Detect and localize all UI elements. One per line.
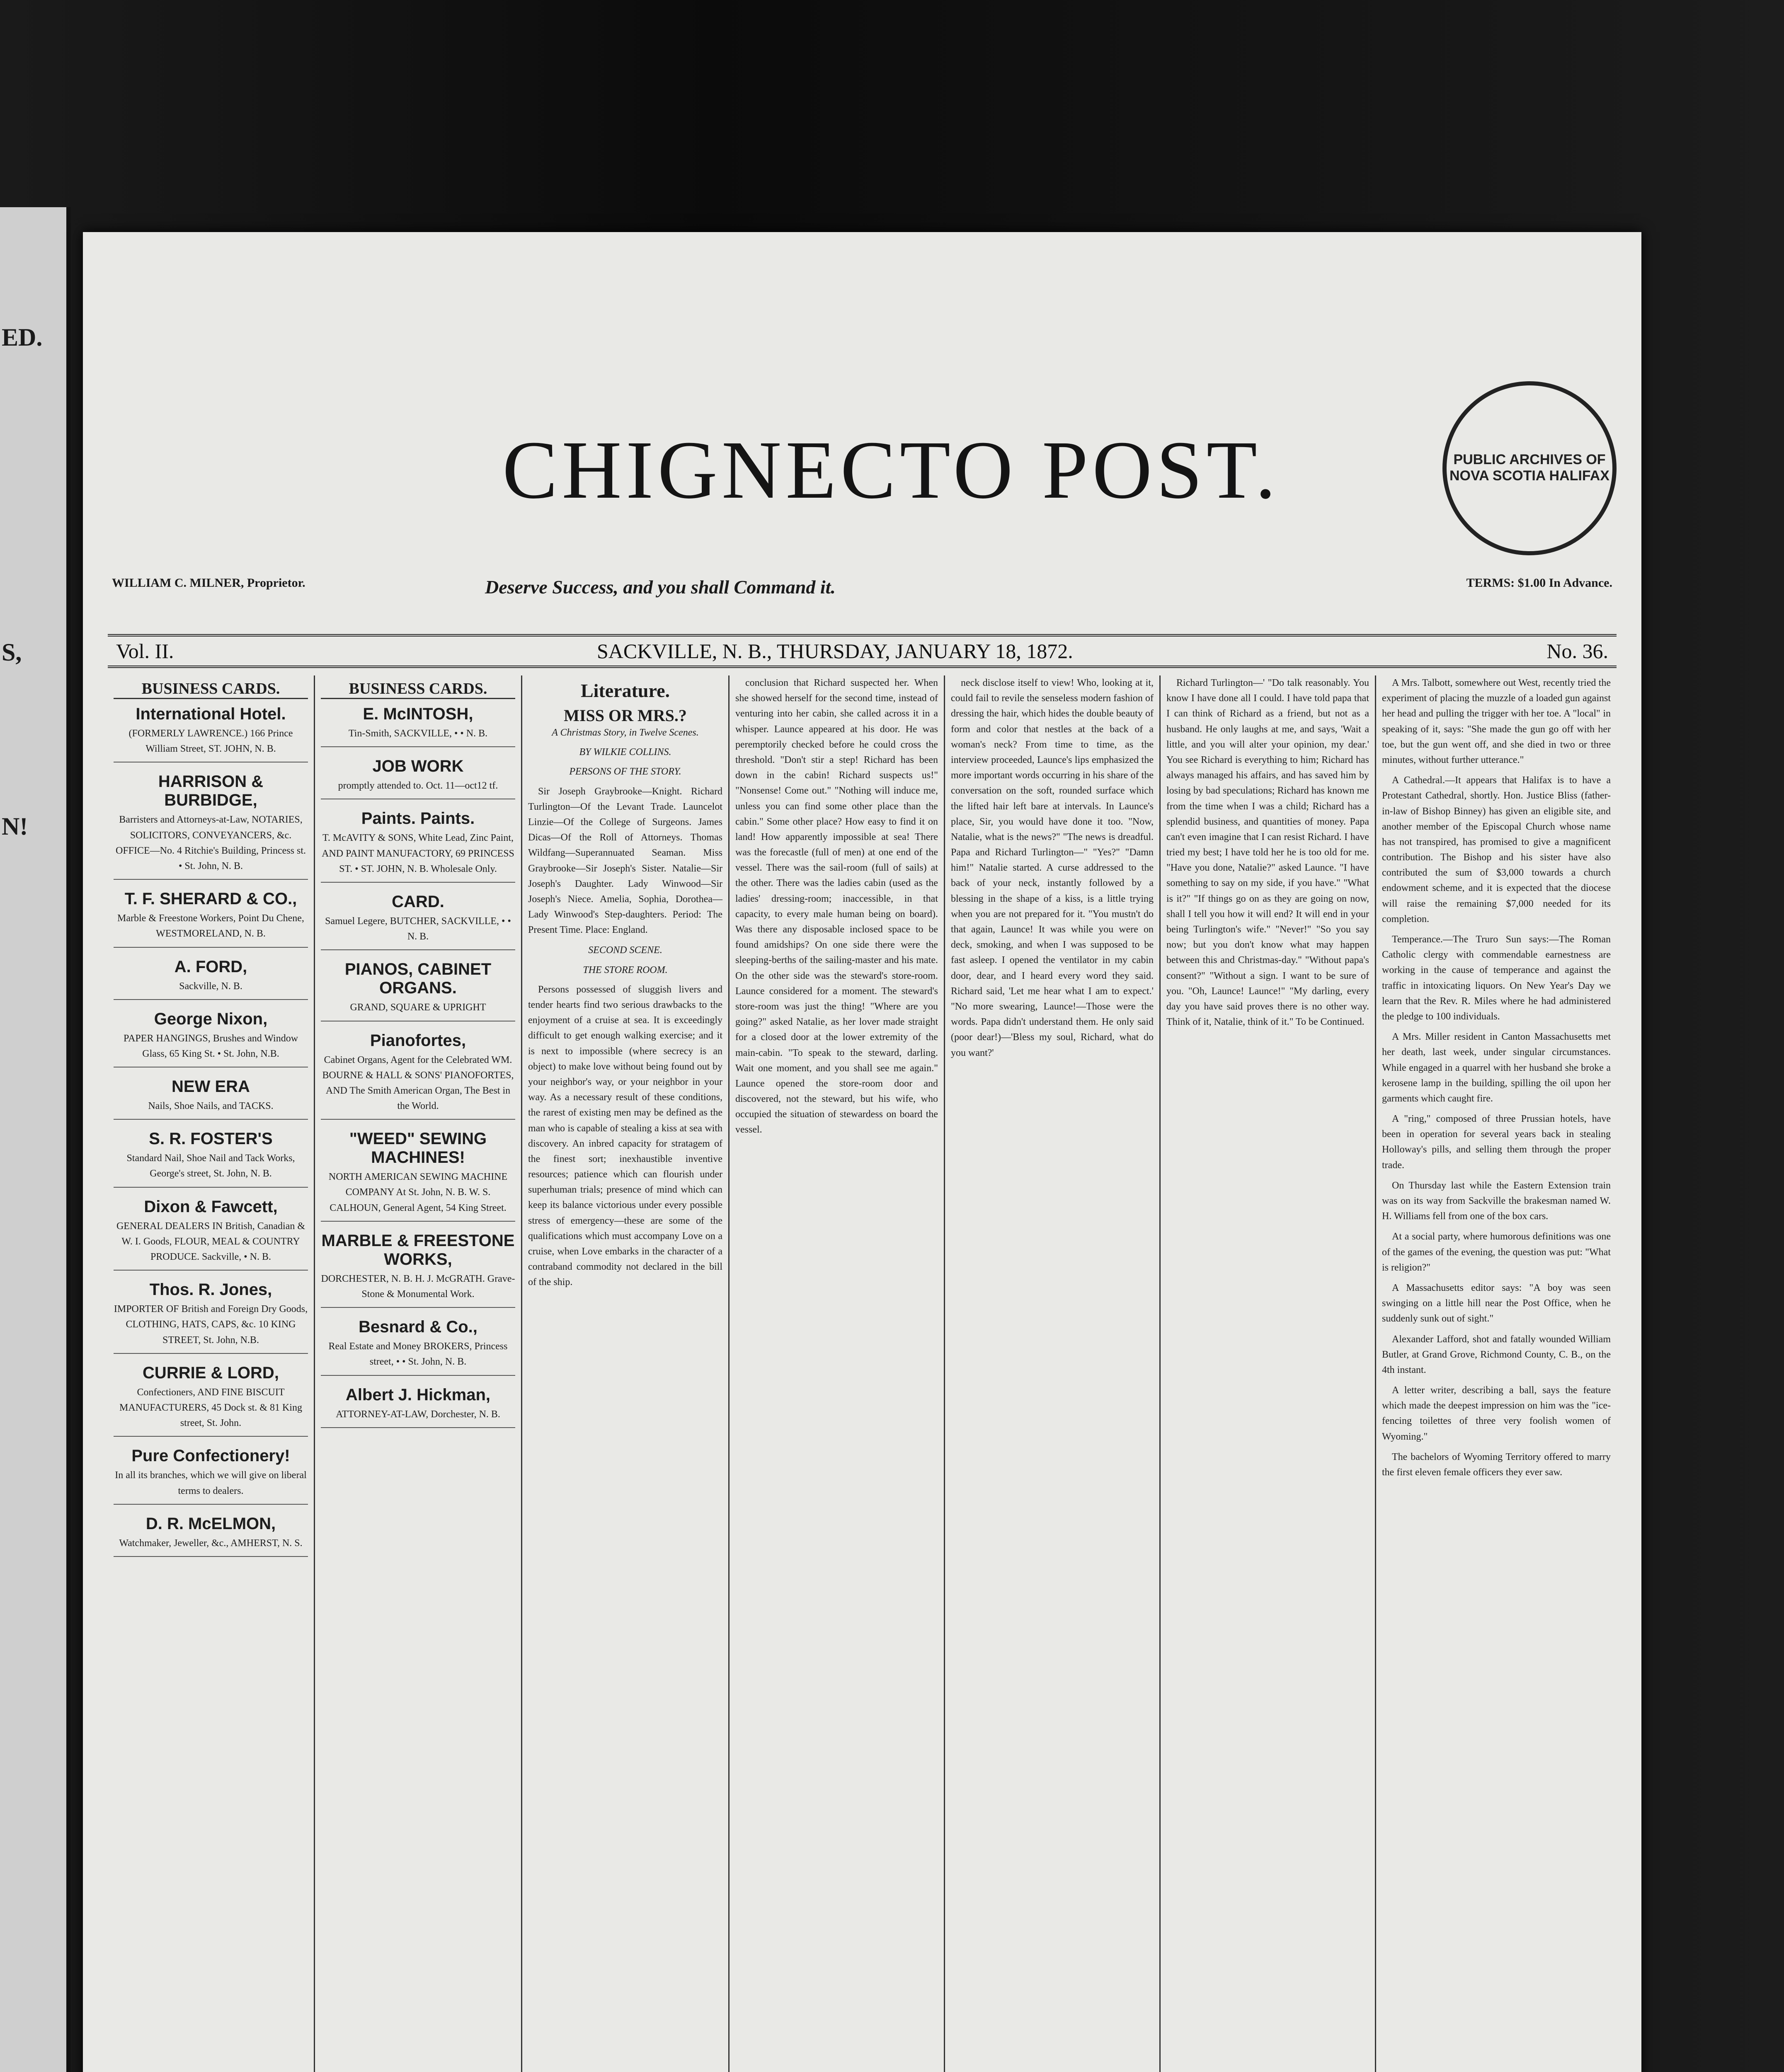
story-text: Persons possessed of sluggish livers and tender hearts find two serious drawbacks to the enjoyment of a cruise at sea. It is exceedingly difficult to get enough walking exercise; and it is next to impossible (where secrecy is an object) to make love without being found out by your neighbor's way, or your neighbor in your way. As a necessary result of these conditions, the rarest of existing men may be defined as the man who is capable of stealing a kiss at sea with discovery. An inbred capacity for stratagem of the finest sort; inexhaustible inventive resources; patience which can flourish under superhuman trials; presence of mind which can keep its balance victorious under every possible stress of emergency—these are some of the qualifications which must accompany Love on a cruise, when Love embarks in the character of a contraband commodity not declared in the bill of the ship. — [528, 984, 722, 1288]
ad-name: George Nixon, — [154, 1009, 268, 1028]
ad-body: PAPER HANGINGS, Brushes and Window Glass, 65 King St. • St. John, N.B. — [123, 1033, 298, 1059]
publisher: WILLIAM C. MILNER, Proprietor. — [112, 576, 305, 590]
ad-name: Dixon & Fawcett, — [144, 1197, 278, 1216]
ad-name: Pianofortes, — [370, 1031, 466, 1050]
advertisement — [114, 890, 308, 947]
advertisement — [321, 1130, 515, 1222]
story-text: Richard Turlington—' "Do talk reasonably. You know I have done all I could. I have told papa that I can think of Richard as a friend, but not as a husband. He only laughs at me, and says, 'Wait a little, and you will alter your opinion, my dear.' You see Richard is everything to him; Richard has always managed his affairs, and has saved him by losing by bad speculations; Richard has known me from the time when I was a child; Richard has a splendid business, and quantities of money. Papa can't even imagine that I can resist Richard. I have tried my best; I have told her he is too old for me. "Have you done, Natalie?" asked Launce. "I have something to say on my side, if you have." "What is it?" "If things go on as they are going on now, shall I tell you how it will end? It will end in your being Turlington's wife." "Never!" "So you say now; but you don't know what may happen between this and Christmas-day." "Without papa's consent?" "Without a sign. I want to be sure of you. "Oh, Launce! Launce!" "My darling, every day you have said proves there is no other way. Think of it, Natalie, think of it." To be Continued. — [1166, 678, 1369, 1028]
ad-name: S. R. FOSTER'S — [149, 1130, 273, 1148]
issue-line — [108, 634, 1617, 668]
ad-body: (FORMERLY LAWRENCE.) 166 Prince William Street, ST. JOHN, N. B. — [128, 728, 293, 755]
column-story-continued-2 — [945, 675, 1161, 2072]
ad-body: IMPORTER OF British and Foreign Dry Goods, CLOTHING, HATS, CAPS, &c. 10 KING STREET, St. John, N.B. — [114, 1304, 308, 1346]
story-subtitle: A Christmas Story, in Twelve Scenes. — [552, 727, 699, 738]
column-business-cards-2 — [315, 675, 522, 2072]
column-literature — [522, 675, 730, 2072]
ad-name: D. R. McELMON, — [145, 1514, 276, 1533]
news-item: At a social party, where humorous definitions was one of the games of the evening, the question was put: "What is religion?" — [1382, 1231, 1611, 1273]
subscription-terms: TERMS: $1.00 In Advance. — [1466, 576, 1612, 590]
advertisement — [114, 1077, 308, 1120]
advertisement — [321, 757, 515, 799]
ad-name: CARD. — [392, 892, 444, 911]
ad-body: promptly attended to. Oct. 11—oct12 tf. — [338, 780, 498, 792]
news-item: A Cathedral.—It appears that Halifax is to have a Protestant Cathedral, shortly. Hon. Justice Bliss (father-in-law of Bishop Binney) has given an eligible site, and another member of the Episcopal Church whose name has not transpired, has promised to give a magnificent contribution. The Bishop and his sister have also contributed the sum of $3,000 towards a church endowment scheme, and it is expected that the diocese will raise the remaining $7,000 needed for its completion. — [1382, 775, 1611, 925]
ad-name: CURRIE & LORD, — [143, 1363, 279, 1382]
masthead-title: CHIGNECTO POST. — [502, 424, 1280, 516]
ad-body: Samuel Legere, BUTCHER, SACKVILLE, • • N. B. — [325, 915, 511, 942]
ad-body: ATTORNEY-AT-LAW, Dorchester, N. B. — [336, 1409, 500, 1420]
advertisement — [114, 705, 308, 762]
ad-body: In all its branches, which we will give on liberal terms to dealers. — [115, 1470, 307, 1496]
advertisement — [114, 1280, 308, 1354]
advertisement — [321, 960, 515, 1021]
news-item: A Mrs. Talbott, somewhere out West, recently tried the experiment of placing the muzzle of a loaded gun against her head and pulling the trigger with her toe. A "local" in speaking of it, says: "She made the gun go off with her toe, but the gun went off, and she died in two or three minutes, without further utterance." — [1382, 678, 1611, 765]
ad-body: Confectioners, AND FINE BISCUIT MANUFACTURERS, 45 Dock st. & 81 King street, St. John. — [119, 1387, 302, 1429]
ad-name: Paints. Paints. — [361, 809, 475, 828]
advertisement — [114, 1447, 308, 1504]
ad-body: Nails, Shoe Nails, and TACKS. — [148, 1101, 274, 1112]
advertisement — [321, 1386, 515, 1428]
column-heading: BUSINESS CARDS. — [114, 680, 308, 699]
story-title: MISS OR MRS.? — [564, 706, 687, 725]
ad-body: Marble & Freestone Workers, Point Du Chene, WESTMORELAND, N. B. — [117, 913, 304, 939]
story-text: conclusion that Richard suspected her. When she showed herself for the second time, instead of venturing into her cabin, she called across it in a whisper. Launce appeared at his door. He was peremptorily checked before he could cross the threshold. "Don't stir a step! Richard has been down in the cabin! Richard suspects us!" "Nonsense! Come out." "Nothing will induce me, unless you can find some other place than the cabin." Some other place? How easy to find it on land! How apparently impossible at sea! There was the forecastle (full of men) at one end of the vessel. There was the sail-room (full of sails) at the other. There was the ladies cabin (used as the ladies' dressing-room; inaccessible, in that capacity, to every male human being on board). Was there any disposable inclosed space to be found amidships? On one side there were the sleeping-berths of the sailing-master and his mate. On the other side was the steward's store-room. Launce considered for a moment. The steward's store-room was just the thing! "Where are you going?" asked Natalie, as her lover made straight for a closed door at the lower extremity of the main-cabin. "To speak to the steward, darling. Wait one moment, and you shall see me again." Launce opened the store-room door and discovered, not the steward, but his wife, who occupied the situation of stewardess on board the vessel. — [735, 678, 938, 1135]
ad-name: "WEED" SEWING MACHINES! — [349, 1130, 487, 1167]
story-text: neck disclose itself to view! Who, looking at it, could fail to revile the senseless modern fashion of dressing the hair, which hides the double beauty of form and color that nestles at the back of a woman's neck? From time to time, as the interview proceeded, Launce's lips emphasized the more important words occurring in his share of the conversation on the soft, rounded surface which the lifted hair left bare at intervals. In Launce's place, Sir, you would have done it too. "Now, Natalie, what is the news?" "The news is dreadful. Papa and Richard Turlington—" "Yes?" "Damn him!" Natalie started. A curse addressed to the back of your neck, instantly followed by a blessing in the shape of a kiss, is a little trying when you are not prepared for it. "You mustn't do that again, Launce! It was while you were on deck, smoking, and when I was supposed to be fast asleep. I opened the ventilator in my cabin door, dear, and I heard every word they said. Richard said, 'Let me hear what I am to expect.' "No more swearing, Launce!—Those were the words. Papa didn't understand them. He only said (poor dear!)—'Bless my soul, Richard, what do you want?' — [951, 678, 1154, 1058]
dateline: SACKVILLE, N. B., THURSDAY, JANUARY 18, 1872. — [597, 639, 1073, 663]
column-story-continued-3 — [1161, 675, 1376, 2072]
ad-body: Watchmaker, Jeweller, &c., AMHERST, N. S. — [119, 1537, 303, 1549]
ad-name: NEW ERA — [172, 1077, 250, 1096]
ad-body: Real Estate and Money BROKERS, Princess street, • • St. John, N. B. — [328, 1341, 508, 1368]
ad-body: DORCHESTER, N. B. H. J. McGRATH. Grave-Stone & Monumental Work. — [321, 1273, 515, 1300]
fragment-text-3: N! — [2, 813, 28, 840]
ad-body: Tin-Smith, SACKVILLE, • • N. B. — [348, 728, 488, 739]
advertisement — [321, 1232, 515, 1308]
ad-name: JOB WORK — [372, 757, 464, 776]
ad-name: MARBLE & FREESTONE WORKS, — [321, 1231, 515, 1268]
column-heading: BUSINESS CARDS. — [321, 680, 515, 699]
ad-name: Albert J. Hickman, — [345, 1385, 490, 1404]
archive-seal: PUBLIC ARCHIVES OF NOVA SCOTIA HALIFAX — [1442, 381, 1617, 555]
motto: Deserve Success, and you shall Command it. — [485, 576, 836, 598]
news-item: A Massachusetts editor says: "A boy was seen swinging on a little hill near the Post Office, when he suddenly sunk out of sight." — [1382, 1282, 1611, 1324]
ad-name: T. F. SHERARD & CO., — [124, 890, 297, 908]
ad-name: A. FORD, — [174, 957, 247, 976]
section-heading: Literature. — [580, 680, 670, 701]
adjacent-page-fragment — [0, 207, 70, 2072]
column-story-continued-1 — [730, 675, 945, 2072]
story-byline: BY WILKIE COLLINS. — [579, 747, 671, 758]
ad-body: T. McAVITY & SONS, White Lead, Zinc Paint, AND PAINT MANUFACTORY, 69 PRINCESS ST. • ST. JOHN, N. B. Wholesale Only. — [322, 833, 514, 874]
advertisement — [114, 1515, 308, 1557]
news-item: On Thursday last while the Eastern Extension train was on its way from Sackville the brakesman named W. H. Williams fell from one of the box cars. — [1382, 1180, 1611, 1222]
ad-name: Pure Confectionery! — [131, 1447, 290, 1465]
news-item: The bachelors of Wyoming Territory offered to marry the first eleven female officers they ever saw. — [1382, 1451, 1611, 1478]
ad-body: GENERAL DEALERS IN British, Canadian & W. I. Goods, FLOUR, MEAL & COUNTRY PRODUCE. Sackville, • N. B. — [116, 1220, 305, 1262]
advertisement — [321, 893, 515, 950]
ad-body: Sackville, N. B. — [179, 980, 242, 992]
fragment-text-1: ED. — [2, 324, 43, 351]
news-item: A "ring," composed of three Prussian hotels, have been in operation for several years back in stealing Holloway's pills, and selling them through the proper trade. — [1382, 1113, 1611, 1171]
advertisement — [114, 958, 308, 1000]
persons-list: Sir Joseph Graybrooke—Knight. Richard Turlington—Of the Levant Trade. Launcelot Linzie—Of the College of Surgeons. James Dicas—Of the Roll of Attorneys. Thomas Wildfang—Superannuated Seaman. Miss Graybrooke—Sir Joseph's Sister. Natalie—Sir Joseph's Daughter. Lady Winwood—Sir Joseph's Niece. Amelia, Sophia, Dorothea—Lady Winwood's Step-daughters. Period: The Present Time. Place: England. — [528, 786, 722, 936]
news-item: A letter writer, describing a ball, says the feature which made the deepest impression on him was the "ice-fencing toilettes of three very foolish women of Wyoming." — [1382, 1385, 1611, 1442]
ad-name: Thos. R. Jones, — [149, 1280, 272, 1299]
scene-heading: SECOND SCENE. — [588, 945, 662, 956]
ad-body: Cabinet Organs, Agent for the Celebrated WM. BOURNE & HALL & SONS' PIANOFORTES, AND The Smith American Organ, The Best in the World. — [322, 1054, 514, 1112]
advertisement — [114, 1130, 308, 1187]
news-item: A Mrs. Miller resident in Canton Massachusetts met her death, last week, under singular circumstances. While engaged in a quarrel with her husband she broke a kerosene lamp in the building, spilling the oil upon her garments which caught fire. — [1382, 1031, 1611, 1104]
scene-subheading: THE STORE ROOM. — [583, 964, 668, 975]
advertisement — [114, 772, 308, 880]
advertisement — [114, 1364, 308, 1437]
ad-name: E. McINTOSH, — [363, 705, 473, 723]
ad-name: HARRISON & BURBIDGE, — [158, 772, 264, 810]
ad-body: NORTH AMERICAN SEWING MACHINE COMPANY At St. John, N. B. W. S. CALHOUN, General Agent, 54 King Street. — [328, 1172, 508, 1213]
fragment-text-2: S, — [2, 639, 22, 666]
advertisement — [321, 705, 515, 747]
ad-body: Barristers and Attorneys-at-Law, NOTARIES, SOLICITORS, CONVEYANCERS, &c. OFFICE—No. 4 Ritchie's Building, Princess st. • St. John, N. B. — [115, 814, 306, 871]
news-item: Alexander Lafford, shot and fatally wounded William Butler, at Grand Grove, Richmond County, C. B., on the 4th instant. — [1382, 1334, 1611, 1375]
advertisement — [114, 1198, 308, 1271]
persons-heading: PERSONS OF THE STORY. — [569, 766, 681, 777]
ad-name: Besnard & Co., — [359, 1318, 478, 1336]
ad-body: GRAND, SQUARE & UPRIGHT — [350, 1002, 486, 1013]
advertisement — [321, 1031, 515, 1120]
advertisement — [114, 1010, 308, 1067]
ad-body: Standard Nail, Shoe Nail and Tack Works, George's street, St. John, N. B. — [126, 1153, 295, 1179]
advertisement — [321, 1318, 515, 1375]
newspaper-page — [83, 232, 1641, 2072]
advertisement — [321, 809, 515, 883]
column-business-cards-1 — [108, 675, 315, 2072]
ad-name: PIANOS, CABINET ORGANS. — [344, 960, 492, 997]
masthead-info-row — [112, 572, 1612, 609]
issue-number: No. 36. — [1546, 639, 1608, 663]
news-item: Temperance.—The Truro Sun says:—The Roman Catholic clergy with commendable earnestness are working in the cause of temperance and against the traffic in intoxicating liquors. On New Year's Day we learn that the Rev. R. Miles where he had administered the pledge to 100 individuals. — [1382, 934, 1611, 1022]
volume: Vol. II. — [116, 639, 174, 663]
column-news-items — [1376, 675, 1617, 2072]
ad-name: International Hotel. — [136, 705, 286, 723]
